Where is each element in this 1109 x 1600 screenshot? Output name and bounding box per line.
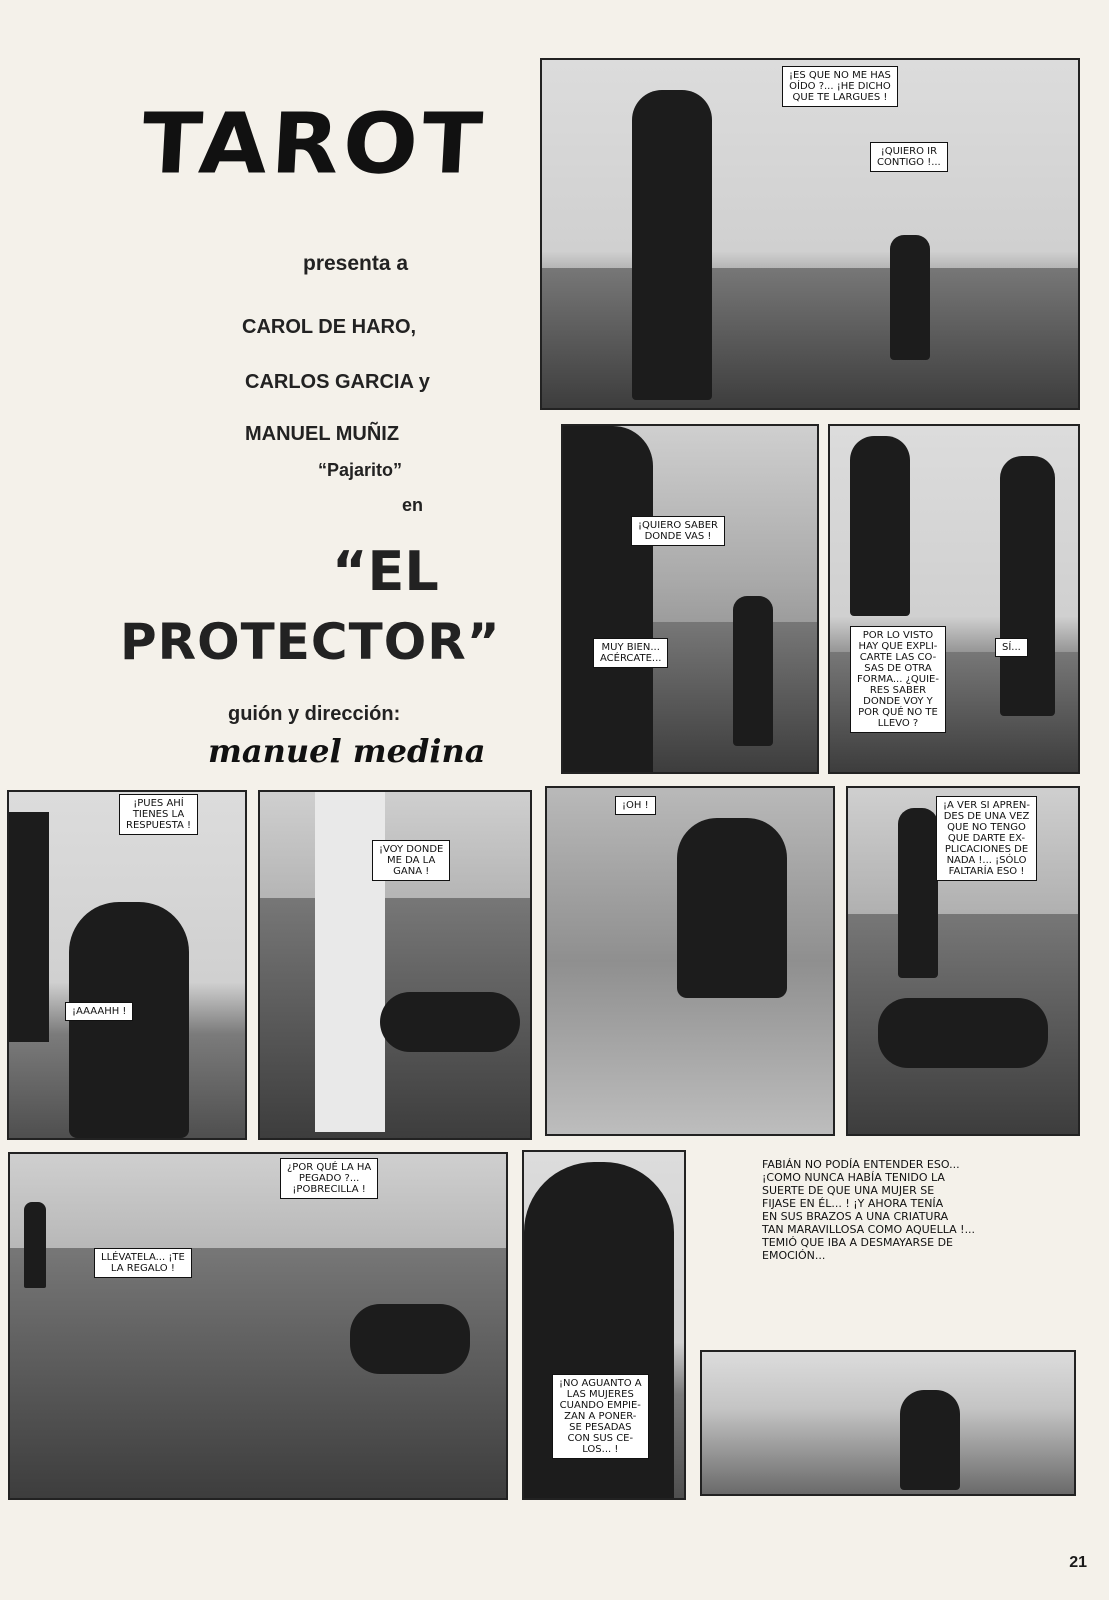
director-signature: manuel medina	[208, 732, 486, 770]
narration-caption: FABIÁN NO PODÍA ENTENDER ESO... ¡COMO NUNCA HABÍA TENIDO LA SUERTE DE QUE UNA MUJER SE FIJASE EN ÉL... ! ¡Y AHORA TENÍA EN SUS BRAZOS A UNA CRIATURA TAN MARAVILLOSA COMO AQUELLA !... TEMIÓ QUE IBA A DESMAYARSE DE EMOCIÓN...	[762, 1158, 976, 1262]
man-figure	[850, 436, 910, 616]
speech-bubble: ¡NO AGUANTO A LAS MUJERES CUANDO EMPIE- ZAN A PONER- SE PESADAS CON SUS CE- LOS... !	[552, 1374, 649, 1459]
woman-figure	[890, 235, 930, 360]
speech-bubble: MUY BIEN... ACÉRCATE...	[593, 638, 668, 668]
panel-1	[540, 58, 1080, 410]
man-figure	[563, 426, 653, 772]
panel-4	[7, 790, 247, 1140]
speech-bubble: ¡QUIERO IR CONTIGO !...	[870, 142, 948, 172]
credit-label: guión y dirección:	[228, 703, 401, 725]
panel-6	[545, 786, 835, 1136]
panel-3	[828, 424, 1080, 774]
en-text: en	[402, 495, 424, 515]
actor-carol: CAROL DE HARO,	[242, 316, 417, 338]
actor-manuel: MANUEL MUÑIZ	[245, 423, 400, 445]
speech-bubble: ¡OH !	[615, 796, 656, 815]
panel-5	[258, 790, 532, 1140]
speech-bubble: POR LO VISTO HAY QUE EXPLI- CARTE LAS CO- SAS DE OTRA FORMA... ¿QUIE- RES SABER DONDE VOY Y POR QUÉ NO TE LLEVO ?	[850, 626, 946, 733]
speech-bubble: SÍ...	[995, 638, 1028, 657]
woman-figure	[1000, 456, 1055, 716]
fallen-figures	[350, 1304, 470, 1374]
speech-bubble: ¡ES QUE NO ME HAS OÍDO ?... ¡HE DICHO QUE TE LARGUES !	[782, 66, 898, 107]
tarot-logo: TAROT	[139, 94, 489, 193]
man-carrying-woman	[900, 1390, 960, 1490]
speech-bubble: LLÉVATELA... ¡TE LA REGALO !	[94, 1248, 192, 1278]
page-number: 21	[1069, 1554, 1087, 1571]
speech-bubble: ¡AAAAHH !	[65, 1002, 133, 1021]
panel-10	[700, 1150, 1076, 1496]
panel-2	[561, 424, 819, 774]
presenta-text: presenta a	[303, 252, 409, 275]
actor-nickname: “Pajarito”	[318, 460, 403, 480]
man-crouching	[677, 818, 787, 998]
man-figure	[24, 1202, 46, 1288]
man-figure	[632, 90, 712, 400]
panel-9	[522, 1150, 686, 1500]
speech-bubble: ¡QUIERO SABER DONDE VAS !	[631, 516, 725, 546]
film-title-line1: “EL	[332, 540, 439, 603]
woman-figure	[733, 596, 773, 746]
fallen-woman	[380, 992, 520, 1052]
speech-bubble: ¡A VER SI APREN- DES DE UNA VEZ QUE NO TENGO QUE DARTE EX- PLICACIONES DE NADA !... ¡SÓLO FALTARÍA ESO !	[936, 796, 1037, 881]
fallen-woman	[878, 998, 1048, 1068]
panel-8	[8, 1152, 508, 1500]
panel-7	[846, 786, 1080, 1136]
speech-bubble: ¿POR QUÉ LA HA PEGADO ?... ¡POBRECILLA !	[280, 1158, 378, 1199]
film-title-line2: PROTECTOR”	[120, 613, 501, 671]
man-figure	[898, 808, 938, 978]
man-figure	[9, 812, 49, 1042]
speech-bubble: ¡VOY DONDE ME DA LA GANA !	[372, 840, 450, 881]
actor-carlos: CARLOS GARCIA y	[245, 371, 430, 393]
speech-bubble: ¡PUES AHÍ TIENES LA RESPUESTA !	[119, 794, 198, 835]
